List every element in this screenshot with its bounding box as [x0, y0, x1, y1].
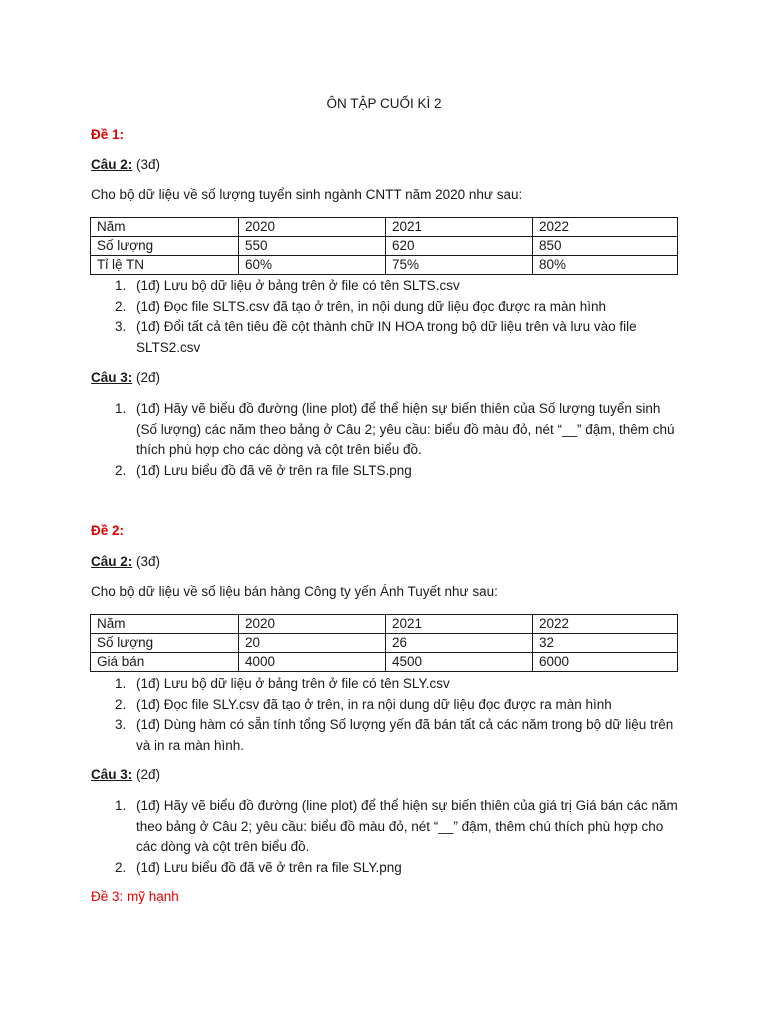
- table-cell: Tỉ lệ TN: [91, 256, 239, 275]
- table-cell: 2020: [239, 218, 386, 237]
- de2-data-table: [90, 614, 678, 672]
- table-cell: Năm: [91, 615, 239, 634]
- de1-cau2-label: Câu 2:: [91, 157, 133, 172]
- table-cell: 2021: [386, 218, 533, 237]
- de1-cau2-task-list: [91, 276, 681, 358]
- table-cell: 6000: [533, 653, 678, 672]
- de2-heading: Đề 2:: [91, 523, 125, 538]
- de1-cau2-points: (3đ): [132, 157, 161, 172]
- table-cell: 4500: [386, 653, 533, 672]
- list-item: 1. (1đ) Hãy vẽ biểu đồ đường (line plot) để thể hiện sự biến thiên của Số lượng tuyển sinh (Số lượng) các năm theo bảng ở Câu 2; yêu cầu: biểu đồ màu đỏ, nét “__” đậm, thêm chú thích phù hợp cho các dòng và cột trên biểu đồ.: [115, 401, 675, 457]
- table-row: [91, 256, 678, 275]
- table-row: [91, 653, 678, 672]
- list-item: 1. (1đ) Lưu bộ dữ liệu ở bảng trên ở file có tên SLTS.csv: [115, 278, 460, 293]
- table-cell: Giá bán: [91, 653, 239, 672]
- task-text: (1đ) Hãy vẽ biểu đồ đường (line plot) để thể hiện sự biến thiên của giá trị Giá bán các năm theo bảng ở Câu 2; yêu cầu: biểu đồ màu đỏ, nét “__” đậm, thêm chú thích phù hợp cho các dòng và cột trên biểu đồ.: [136, 798, 678, 854]
- table-cell: 2021: [386, 615, 533, 634]
- table-cell: 60%: [239, 256, 386, 275]
- table-cell: 32: [533, 634, 678, 653]
- de2-cau3-task-list: [91, 796, 681, 878]
- table-row: [91, 237, 678, 256]
- list-item: 2. (1đ) Lưu biểu đồ đã vẽ ở trên ra file SLY.png: [115, 859, 402, 875]
- table-row: [91, 634, 678, 653]
- table-cell: Số lượng: [91, 237, 239, 256]
- task-text: (1đ) Dùng hàm có sẵn tính tổng Số lượng yến đã bán tất cả các năm trong bộ dữ liệu trên và in ra màn hình.: [136, 717, 674, 753]
- table-cell: 26: [386, 634, 533, 653]
- table-cell: 80%: [533, 256, 678, 275]
- list-item: 2. (1đ) Lưu biểu đồ đã vẽ ở trên ra file SLTS.png: [115, 462, 412, 478]
- table-cell: 620: [386, 237, 533, 256]
- de3-heading: Đề 3: mỹ hạnh: [91, 889, 179, 904]
- table-cell: 2022: [533, 218, 678, 237]
- task-text: (1đ) Lưu bộ dữ liệu ở bảng trên ở file có tên SLTS.csv: [136, 278, 460, 293]
- table-row: [91, 615, 678, 634]
- task-text: (1đ) Đọc file SLY.csv đã tạo ở trên, in ra nội dung dữ liệu đọc được ra màn hình: [136, 696, 612, 712]
- de2-cau2-label: Câu 2:: [91, 554, 133, 569]
- task-text: (1đ) Đổi tất cả tên tiêu đề cột thành chữ IN HOA trong bộ dữ liệu trên và lưu vào file SLTS2.csv: [136, 319, 637, 355]
- de1-cau3-points: (2đ): [132, 370, 161, 385]
- task-text: (1đ) Hãy vẽ biểu đồ đường (line plot) để thể hiện sự biến thiên của Số lượng tuyển sinh (Số lượng) các năm theo bảng ở Câu 2; yêu cầu: biểu đồ màu đỏ, nét “__” đậm, thêm chú thích phù hợp cho các dòng và cột trên biểu đồ.: [136, 401, 675, 457]
- de2-cau3-points: (2đ): [132, 767, 161, 782]
- list-item: 1. (1đ) Lưu bộ dữ liệu ở bảng trên ở file có tên SLY.csv: [115, 676, 450, 691]
- list-item: 2. (1đ) Đọc file SLY.csv đã tạo ở trên, in ra nội dung dữ liệu đọc được ra màn hình: [115, 696, 612, 712]
- de2-cau2-task-list: [91, 674, 681, 756]
- de2-cau2-heading: [91, 554, 160, 569]
- table-row: [91, 218, 678, 237]
- document-title: ÔN TẬP CUỐI KÌ 2: [326, 96, 442, 111]
- task-text: (1đ) Lưu biểu đồ đã vẽ ở trên ra file SLTS.png: [136, 462, 412, 478]
- de2-cau3-heading: [91, 767, 160, 782]
- list-item: 1. (1đ) Hãy vẽ biểu đồ đường (line plot) để thể hiện sự biến thiên của giá trị Giá bán các năm theo bảng ở Câu 2; yêu cầu: biểu đồ màu đỏ, nét “__” đậm, thêm chú thích phù hợp cho các dòng và cột trên biểu đồ.: [115, 798, 678, 854]
- list-item: 2. (1đ) Đọc file SLTS.csv đã tạo ở trên, in nội dung dữ liệu đọc được ra màn hình: [115, 298, 607, 314]
- table-cell: 75%: [386, 256, 533, 275]
- table-cell: 20: [239, 634, 386, 653]
- task-text: (1đ) Lưu biểu đồ đã vẽ ở trên ra file SLY.png: [136, 859, 402, 875]
- de1-cau3-label: Câu 3:: [91, 370, 133, 385]
- de2-cau2-intro: Cho bộ dữ liệu về số liệu bán hàng Công ty yến Ánh Tuyết như sau:: [91, 584, 498, 599]
- de1-heading: Đề 1:: [91, 127, 125, 142]
- table-cell: 4000: [239, 653, 386, 672]
- table-cell: 2022: [533, 615, 678, 634]
- de2-cau2-points: (3đ): [132, 554, 161, 569]
- de1-cau3-task-list: [91, 399, 681, 481]
- table-cell: 2020: [239, 615, 386, 634]
- list-item: 3. (1đ) Đổi tất cả tên tiêu đề cột thành chữ IN HOA trong bộ dữ liệu trên và lưu vào file SLTS2.csv: [115, 319, 637, 355]
- table-cell: 550: [239, 237, 386, 256]
- list-item: 3. (1đ) Dùng hàm có sẵn tính tổng Số lượng yến đã bán tất cả các năm trong bộ dữ liệu trên và in ra màn hình.: [115, 717, 674, 753]
- table-cell: 850: [533, 237, 678, 256]
- task-text: (1đ) Lưu bộ dữ liệu ở bảng trên ở file có tên SLY.csv: [136, 676, 450, 691]
- table-cell: Năm: [91, 218, 239, 237]
- de1-cau2-intro: Cho bộ dữ liệu về số lượng tuyển sinh ngành CNTT năm 2020 như sau:: [91, 187, 523, 202]
- table-cell: Số lượng: [91, 634, 239, 653]
- de1-cau3-heading: [91, 370, 160, 385]
- de1-data-table: [90, 217, 678, 275]
- task-text: (1đ) Đọc file SLTS.csv đã tạo ở trên, in nội dung dữ liệu đọc được ra màn hình: [136, 298, 607, 314]
- de2-cau3-label: Câu 3:: [91, 767, 133, 782]
- de1-cau2-heading: [91, 157, 160, 172]
